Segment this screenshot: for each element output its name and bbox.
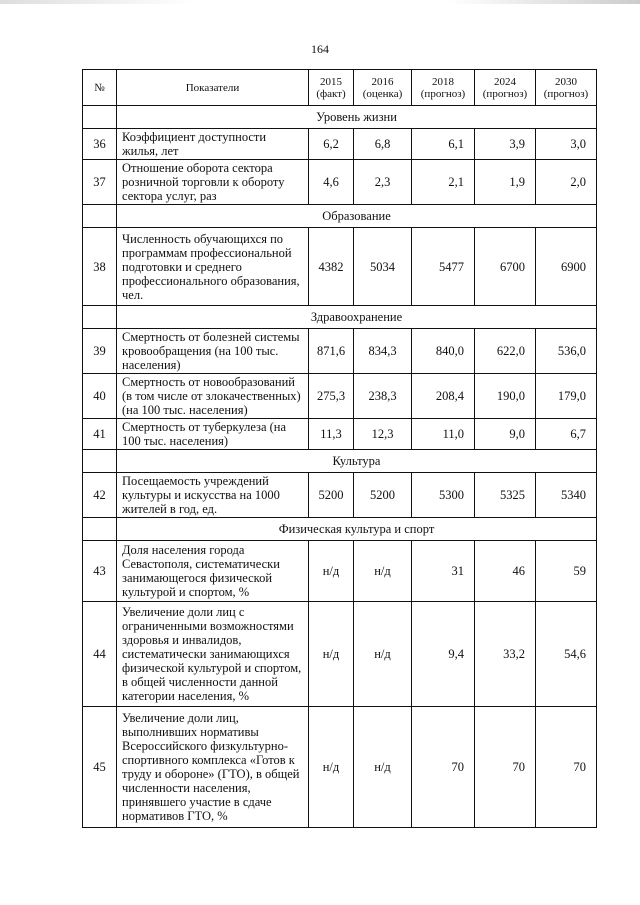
value-cell: 179,0 bbox=[536, 374, 597, 419]
indicator-name: Смертность от болезней системы кровообращения (на 100 тыс. населения) bbox=[117, 329, 309, 374]
table-row bbox=[83, 707, 597, 828]
header-indicator: Показатели bbox=[117, 70, 309, 106]
value-cell: 70 bbox=[536, 707, 597, 828]
table-row bbox=[83, 129, 597, 160]
value-cell: 238,3 bbox=[354, 374, 412, 419]
row-number: 37 bbox=[83, 160, 117, 205]
indicator-name: Коэффициент доступности жилья, лет bbox=[117, 129, 309, 160]
indicator-name: Численность обучающихся по программам профессиональной подготовки и среднего профессионального образования, чел. bbox=[117, 228, 309, 306]
value-cell: 6700 bbox=[475, 228, 536, 306]
row-number: 43 bbox=[83, 541, 117, 602]
section-title: Здравоохранение bbox=[117, 306, 597, 329]
indicator-name: Посещаемость учреждений культуры и искусства на 1000 жителей в год, ед. bbox=[117, 473, 309, 518]
row-number: 41 bbox=[83, 419, 117, 450]
value-cell: 54,6 bbox=[536, 602, 597, 707]
section-num-cell bbox=[83, 106, 117, 129]
value-cell: 2,3 bbox=[354, 160, 412, 205]
table-row bbox=[83, 228, 597, 306]
section-title: Культура bbox=[117, 450, 597, 473]
header-row bbox=[83, 70, 597, 106]
value-cell: 9,4 bbox=[412, 602, 475, 707]
header-year: 2018 (прогноз) bbox=[412, 70, 475, 106]
value-cell: 9,0 bbox=[475, 419, 536, 450]
value-cell: 2,1 bbox=[412, 160, 475, 205]
indicator-name: Смертность от новообразований (в том числе от злокачественных) (на 100 тыс. населения) bbox=[117, 374, 309, 419]
value-cell: 5034 bbox=[354, 228, 412, 306]
section-num-cell bbox=[83, 205, 117, 228]
value-cell: 46 bbox=[475, 541, 536, 602]
value-cell: 5340 bbox=[536, 473, 597, 518]
indicator-name: Увеличение доли лиц с ограниченными возможностями здоровья и инвалидов, систематически занимающихся физической культурой и спортом, в общей численности данной категории населения, % bbox=[117, 602, 309, 707]
row-number: 40 bbox=[83, 374, 117, 419]
scan-edge bbox=[0, 0, 640, 4]
section-num-cell bbox=[83, 518, 117, 541]
section-num-cell bbox=[83, 306, 117, 329]
row-number: 38 bbox=[83, 228, 117, 306]
value-cell: 871,6 bbox=[309, 329, 354, 374]
header-num: № bbox=[83, 70, 117, 106]
value-cell: 275,3 bbox=[309, 374, 354, 419]
row-number: 42 bbox=[83, 473, 117, 518]
table-row bbox=[83, 602, 597, 707]
page-number: 164 bbox=[311, 42, 329, 56]
section-row bbox=[83, 450, 597, 473]
value-cell: 4382 bbox=[309, 228, 354, 306]
section-row bbox=[83, 106, 597, 129]
section-row bbox=[83, 205, 597, 228]
value-cell: 2,0 bbox=[536, 160, 597, 205]
value-cell: 59 bbox=[536, 541, 597, 602]
value-cell: 6,1 bbox=[412, 129, 475, 160]
value-cell: 5477 bbox=[412, 228, 475, 306]
value-cell: 1,9 bbox=[475, 160, 536, 205]
section-title: Образование bbox=[117, 205, 597, 228]
value-cell: 6,8 bbox=[354, 129, 412, 160]
row-number: 44 bbox=[83, 602, 117, 707]
value-cell: 536,0 bbox=[536, 329, 597, 374]
table-row bbox=[83, 329, 597, 374]
row-number: 39 bbox=[83, 329, 117, 374]
value-cell: н/д bbox=[309, 541, 354, 602]
section-num-cell bbox=[83, 450, 117, 473]
value-cell: 33,2 bbox=[475, 602, 536, 707]
indicator-name: Смертность от туберкулеза (на 100 тыс. населения) bbox=[117, 419, 309, 450]
indicator-name: Доля населения города Севастополя, систематически занимающегося физической культурой и спортом, % bbox=[117, 541, 309, 602]
table-row bbox=[83, 541, 597, 602]
header-year: 2015 (факт) bbox=[309, 70, 354, 106]
value-cell: 6,2 bbox=[309, 129, 354, 160]
value-cell: 834,3 bbox=[354, 329, 412, 374]
value-cell: 5200 bbox=[354, 473, 412, 518]
header-year: 2016 (оценка) bbox=[354, 70, 412, 106]
indicator-name: Увеличение доли лиц, выполнивших нормативы Всероссийского физкультурно-спортивного комплекса «Готов к труду и обороне» (ГТО), в общей численности населения, принявшего участие в сдаче нормативов ГТО, % bbox=[117, 707, 309, 828]
value-cell: н/д bbox=[309, 707, 354, 828]
value-cell: 190,0 bbox=[475, 374, 536, 419]
section-row bbox=[83, 306, 597, 329]
value-cell: 6900 bbox=[536, 228, 597, 306]
value-cell: н/д bbox=[354, 541, 412, 602]
section-title: Физическая культура и спорт bbox=[117, 518, 597, 541]
row-number: 36 bbox=[83, 129, 117, 160]
value-cell: н/д bbox=[354, 602, 412, 707]
value-cell: 840,0 bbox=[412, 329, 475, 374]
table-row bbox=[83, 419, 597, 450]
value-cell: 11,0 bbox=[412, 419, 475, 450]
section-row bbox=[83, 518, 597, 541]
value-cell: 5325 bbox=[475, 473, 536, 518]
value-cell: 12,3 bbox=[354, 419, 412, 450]
value-cell: 3,9 bbox=[475, 129, 536, 160]
table-row bbox=[83, 473, 597, 518]
value-cell: 11,3 bbox=[309, 419, 354, 450]
header-year: 2024 (прогноз) bbox=[475, 70, 536, 106]
table-row bbox=[83, 160, 597, 205]
indicator-name: Отношение оборота сектора розничной торговли к обороту сектора услуг, раз bbox=[117, 160, 309, 205]
value-cell: 622,0 bbox=[475, 329, 536, 374]
value-cell: 5200 bbox=[309, 473, 354, 518]
value-cell: 6,7 bbox=[536, 419, 597, 450]
value-cell: 5300 bbox=[412, 473, 475, 518]
value-cell: н/д bbox=[309, 602, 354, 707]
value-cell: 70 bbox=[475, 707, 536, 828]
value-cell: 3,0 bbox=[536, 129, 597, 160]
section-title: Уровень жизни bbox=[117, 106, 597, 129]
value-cell: н/д bbox=[354, 707, 412, 828]
indicators-table bbox=[82, 69, 597, 828]
value-cell: 70 bbox=[412, 707, 475, 828]
header-year: 2030 (прогноз) bbox=[536, 70, 597, 106]
row-number: 45 bbox=[83, 707, 117, 828]
value-cell: 31 bbox=[412, 541, 475, 602]
value-cell: 208,4 bbox=[412, 374, 475, 419]
table-row bbox=[83, 374, 597, 419]
value-cell: 4,6 bbox=[309, 160, 354, 205]
